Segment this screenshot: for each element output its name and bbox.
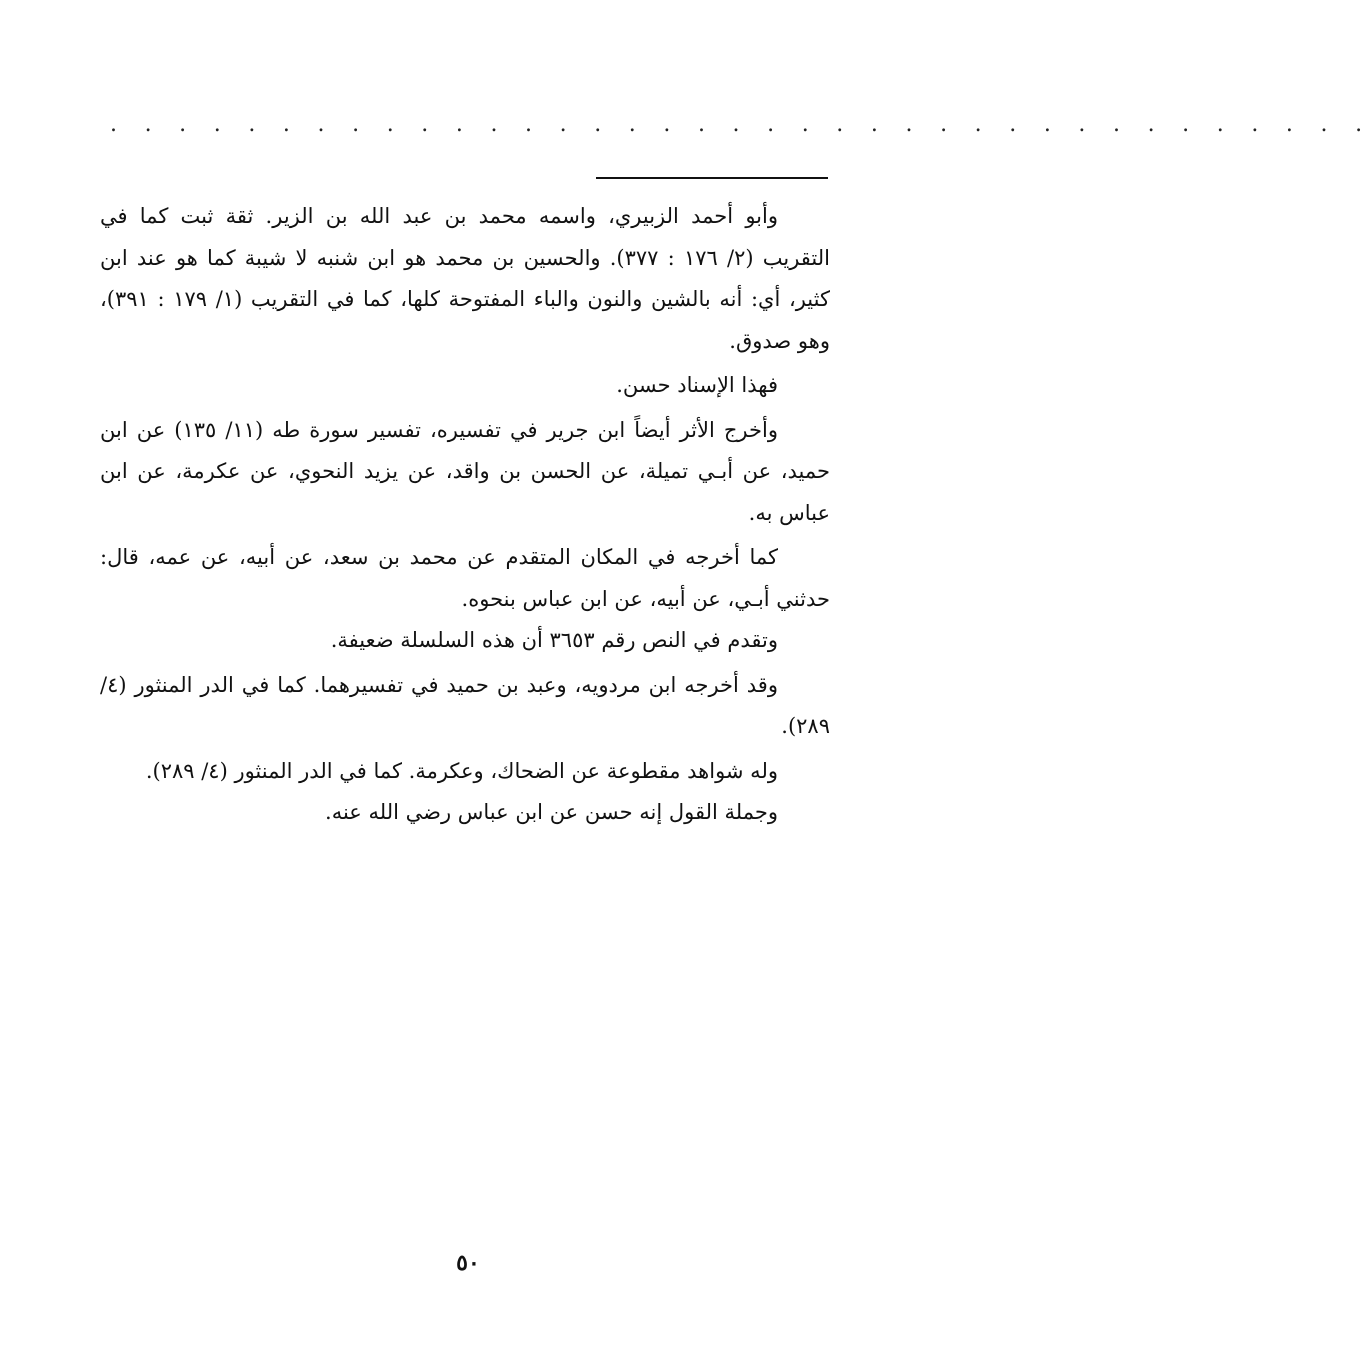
- paragraph-ibn-mardawayh: وقد أخرجه ابن مردويه، وعبد بن حميد في تفسيرهما. كما في الدر المنثور (٤/ ٢٨٩).: [100, 672, 830, 738]
- page-number: ٥٠: [456, 1250, 480, 1276]
- footnote-text-block: [100, 196, 830, 837]
- dotted-separator: . . . . . . . . . . . . . . . . . . . . . . . . . . . . . . . . . . . . .: [110, 112, 1372, 137]
- paragraph-chain-verdict: فهذا الإسناد حسن.: [616, 373, 778, 397]
- paragraph-supporting-reports: وله شواهد مقطوعة عن الضحاك، وعكرمة. كما في الدر المنثور (٤/ ٢٨٩).: [145, 758, 778, 783]
- paragraph-conclusion: وجملة القول إنه حسن عن ابن عباس رضي الله عنه.: [325, 800, 778, 824]
- paragraph-ibn-saad-narration: كما أخرجه في المكان المتقدم عن محمد بن سعد، عن أبيه، عن عمه، قال: حدثني أبـي، عن أبيه، عن ابن عباس بنحوه.: [100, 545, 830, 611]
- paragraph-chain-weak: وتقدم في النص رقم ٣٦٥٣ أن هذه السلسلة ضعيفة.: [330, 628, 778, 652]
- footnote-rule: [596, 177, 828, 179]
- paragraph-narrator-identification: وأبو أحمد الزبيري، واسمه محمد بن عبد الله بن الزير. ثقة ثبت كما في التقريب (٢/ ١٧٦ : ٣٧٧). والحسين بن محمد هو ابن شنبه لا شيبة كما هو عند ابن كثير، أي: أنه بالشين والنون والباء المفتوحة كلها، كما في التقريب (١/ ١٧٩ : ٣٩١)، وهو صدوق.: [100, 204, 830, 353]
- paragraph-ibn-jarir-narration: وأخرج الأثر أيضاً ابن جرير في تفسيره، تفسير سورة طه (١١/ ١٣٥) عن ابن حميد، عن أبـي تميلة، عن الحسن بن واقد، عن يزيد النحوي، عن عكرمة، عن ابن عباس به.: [100, 417, 830, 525]
